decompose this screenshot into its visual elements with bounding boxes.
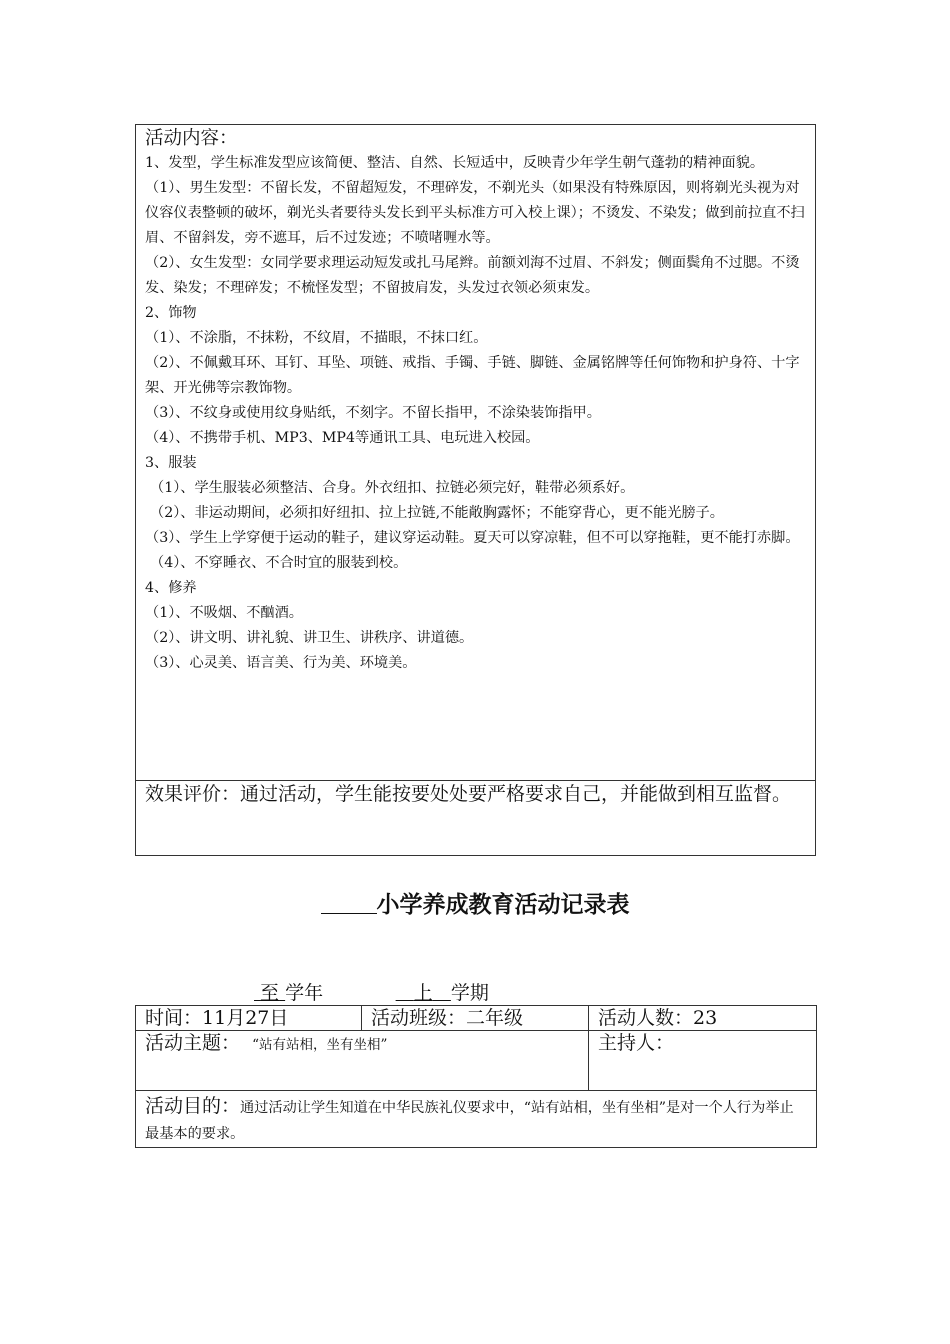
theme-label: 活动主题： [145, 1032, 241, 1054]
content-paragraph: （3）、学生上学穿便于运动的鞋子，建议穿运动鞋。夏天可以穿凉鞋，但不可以穿拖鞋，更不能打赤脚。 [145, 530, 800, 546]
year-from-label: 至 [260, 982, 280, 1004]
count-label: 活动人数： [598, 1007, 694, 1029]
evaluation-text: 效果评价：通过活动，学生能按要处处要严格要求自己，并能做到相互监督。 [145, 783, 792, 805]
term-label: 学期 [450, 982, 489, 1004]
purpose-label: 活动目的： [145, 1095, 241, 1117]
school-year-line [254, 980, 489, 1006]
content-paragraph: （1）、不涂脂，不抹粉，不纹眉，不描眼，不抹口红。 [145, 330, 488, 346]
content-paragraph: 1、发型，学生标准发型应该简便、整洁、自然、长短适中，反映青少年学生朝气蓬勃的精神面貌。 [145, 155, 765, 171]
time-label: 时间： [145, 1007, 203, 1029]
content-paragraph: （2）、不佩戴耳环、耳钉、耳坠、项链、戒指、手镯、手链、脚链、金属铭牌等任何饰物和护身符、十字架、开光佛等宗教饰物。 [145, 355, 800, 396]
content-paragraph: （2）、女生发型：女同学要求理运动短发或扎马尾辫。前额刘海不过眉、不斜发；侧面鬓角不过腮。不烫发、染发；不理碎发；不梳怪发型；不留披肩发，头发过衣领必须束发。 [145, 255, 800, 296]
table-row [136, 1006, 817, 1031]
content-paragraph: （2）、非运动期间，必须扣好纽扣、拉上拉链,不能敞胸露怀；不能穿背心，更不能光膀子。 [150, 505, 724, 521]
content-paragraph: （1）、学生服装必须整洁、合身。外衣纽扣、拉链必须完好，鞋带必须系好。 [150, 480, 635, 496]
class-value: 二年级 [466, 1007, 524, 1029]
theme-value: “站有站相，坐有坐相” [252, 1037, 388, 1053]
host-label: 主持人： [598, 1032, 675, 1054]
theme-cell [136, 1031, 589, 1091]
content-paragraph: （2）、讲文明、讲礼貌、讲卫生、讲秩序、讲道德。 [145, 630, 474, 646]
form-title-text: 小学养成教育活动记录表 [376, 891, 630, 918]
content-paragraph: （1）、男生发型：不留长发，不留超短发，不理碎发，不剃光头（如果没有特殊原因，则将剃光头视为对仪容仪表整顿的破坏，剃光头者要待头发长到平头标准方可入校上课）；不烫发、不染发；做到前拉直不扫眉、不留斜发，旁不遮耳，后不过发迹；不喷啫喱水等。 [145, 180, 805, 246]
purpose-value: 通过活动让学生知道在中华民族礼仪要求中，“站有站相，坐有坐相”是对一个人行为举止最基本的要求。 [145, 1100, 794, 1142]
content-paragraph: 4、修养 [145, 580, 197, 596]
form-title [0, 888, 950, 922]
content-paragraph: （3）、不纹身或使用纹身贴纸，不刻字。不留长指甲，不涂染装饰指甲。 [145, 405, 601, 421]
content-paragraph: （4）、不携带手机、MP3、MP4等通讯工具、电玩进入校园。 [145, 430, 540, 446]
table-row [136, 1031, 817, 1091]
table-row [136, 1091, 817, 1148]
host-cell [589, 1031, 817, 1091]
content-paragraph: 2、饰物 [145, 305, 197, 321]
activity-content-box [135, 124, 816, 781]
content-heading: 活动内容： [145, 128, 238, 149]
content-paragraph: （1）、不吸烟、不酗酒。 [145, 605, 303, 621]
content-paragraph: （3）、心灵美、语言美、行为美、环境美。 [145, 655, 417, 671]
time-cell [136, 1006, 362, 1031]
year-label: 学年 [285, 982, 324, 1004]
purpose-cell [136, 1091, 817, 1148]
time-value: 11月27日 [202, 1007, 289, 1029]
class-cell [362, 1006, 589, 1031]
class-label: 活动班级： [371, 1007, 467, 1029]
term-value: 上 [413, 982, 433, 1004]
school-name-blank [321, 889, 377, 914]
evaluation-box [135, 780, 816, 856]
count-cell [589, 1006, 817, 1031]
activity-record-table [135, 1005, 817, 1148]
count-value: 23 [693, 1007, 718, 1029]
content-paragraph: （4）、不穿睡衣、不合时宜的服装到校。 [150, 555, 408, 571]
content-paragraph: 3、服装 [145, 455, 197, 471]
